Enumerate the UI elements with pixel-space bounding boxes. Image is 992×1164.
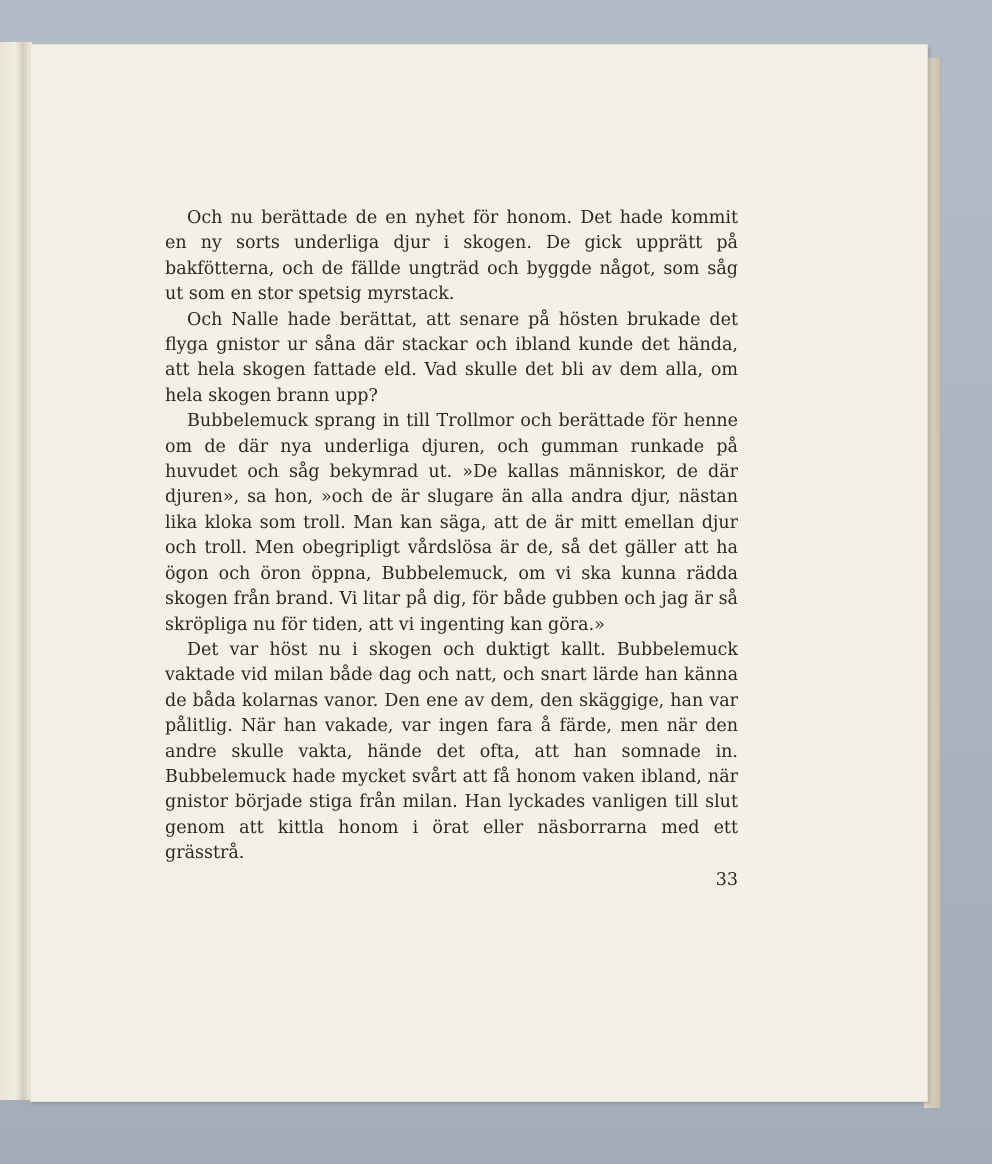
paragraph: Det var höst nu i skogen och duktigt kallt. Bubbelemuck vaktade vid milan både dag och natt, och snart lärde han känna de båda kolarnas vanor. Den ene av dem, den skäggige, han var pålitlig. När han vakade, var ingen fara å färde, men när den andre skulle vakta, hände det ofta, att han somnade in. Bubbelemuck hade mycket svårt att få honom vaken ibland, när gnistor började stiga från milan. Han lyckades vanligen till slut genom att kittla honom i örat eller näsborrarna med ett grässtrå. bbox=[165, 639, 738, 864]
paragraph: Och Nalle hade berättat, att senare på hösten brukade det flyga gnistor ur såna där stackar och ibland kunde det hända, att hela skogen fattade eld. Vad skulle det bli av dem alla, om hela skogen brann upp? bbox=[165, 309, 738, 406]
book-page bbox=[30, 44, 928, 1102]
paragraph: Bubbelemuck sprang in till Trollmor och berättade för henne om de där nya underliga djuren, och gumman runkade på huvudet och såg bekymrad ut. »De kallas människor, de där djuren», sa hon, »och de är slugare än alla andra djur, nästan lika kloka som troll. Man kan säga, att de är mitt emellan djur och troll. Men obegripligt vårdslösa är de, så det gäller att ha ögon och öron öppna, Bubbelemuck, om vi ska kunna rädda skogen från brand. Vi litar på dig, för både gubben och jag är så skröpliga nu för tiden, att vi ingenting kan göra.» bbox=[165, 411, 738, 635]
left-page-edge bbox=[0, 42, 23, 1100]
page-number: 33 bbox=[715, 870, 738, 890]
paragraph: Och nu berättade de en nyhet för honom. Det hade kommit en ny sorts underliga djur i skogen. De gick upprätt på bakfötterna, och de fällde ungträd och byggde något, som såg ut som en stor spetsig myrstack. bbox=[165, 208, 738, 305]
body-text bbox=[165, 206, 738, 867]
